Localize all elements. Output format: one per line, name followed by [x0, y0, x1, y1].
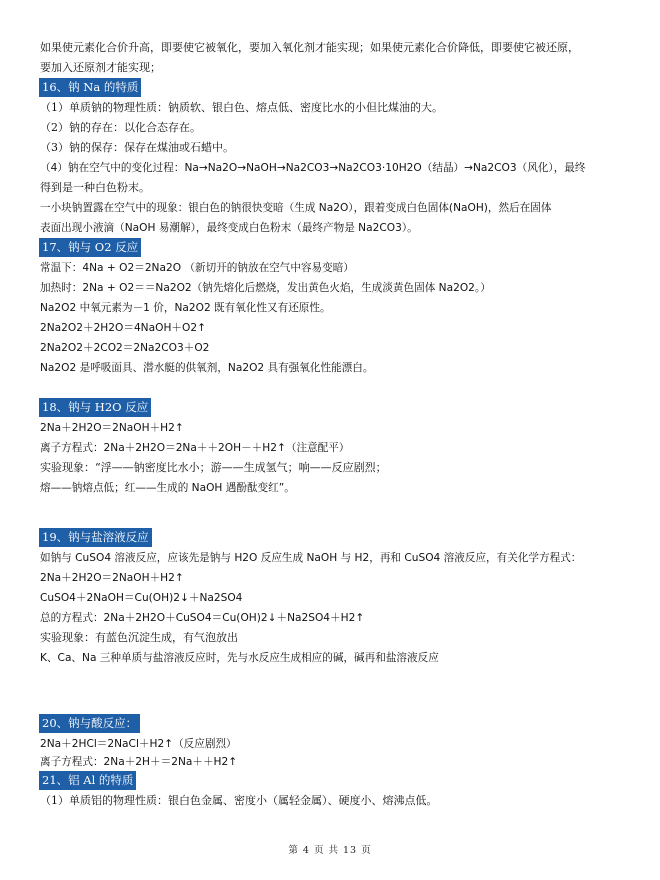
equation-line: 2Na＋2HCl＝2NaCl＋H2↑（反应剧烈）: [40, 738, 237, 750]
section-heading-16: 16、钠 Na 的特质: [39, 78, 141, 97]
equation-line: 2Na＋2H2O＝2NaOH＋H2↑: [40, 422, 184, 434]
section-heading-19: 19、钠与盐溶液反应: [39, 528, 152, 547]
page-footer: 第 4 页 共 13 页: [288, 845, 372, 856]
paragraph-line: 表面出现小液滴（NaOH 易潮解），最终变成白色粉末（最终产物是 Na2CO3）。: [40, 222, 418, 234]
section-heading-18: 18、钠与 H2O 反应: [39, 398, 151, 417]
paragraph-line: 实验现象：“浮——钠密度比水小；游——生成氢气；响——反应剧烈；: [40, 461, 387, 474]
section-heading-17: 17、钠与 O2 反应: [39, 238, 141, 257]
paragraph-line: 加热时：2Na + O2＝＝Na2O2（钠先熔化后燃烧，发出黄色火焰，生成淡黄色固体 Na2O2。）: [40, 282, 491, 294]
equation-line: 2Na2O2＋2H2O＝4NaOH＋O2↑: [40, 322, 206, 334]
paragraph-line: Na2O2 是呼吸面具、潜水艇的供氧剂，Na2O2 具有强氧化性能漂白。: [40, 362, 374, 374]
paragraph-line: （4）钠在空气中的变化过程：Na→Na2O→NaOH→Na2CO3→Na2CO3·10H2O（结晶）→Na2CO3（风化），最终: [40, 162, 586, 174]
section-heading-21: 21、铝 Al 的特质: [39, 771, 136, 790]
paragraph-line: （1）单质铝的物理性质：银白色金属、密度小（属轻金属）、硬度小、熔沸点低。: [40, 794, 438, 807]
paragraph-line: （3）钠的保存：保存在煤油或石蜡中。: [40, 141, 234, 154]
paragraph-line: 常温下：4Na + O2＝2Na2O （新切开的钠放在空气中容易变暗）: [40, 262, 354, 274]
paragraph-line: 要加入还原剂才能实现；: [40, 61, 161, 74]
paragraph-line: 如钠与 CuSO4 溶液反应，应该先是钠与 H2O 反应生成 NaOH 与 H2，再和 CuSO4 溶液反应，有关化学方程式：: [40, 552, 582, 564]
equation-line: 2Na2O2＋2CO2＝2Na2CO3＋O2: [40, 342, 210, 354]
paragraph-line: Na2O2 中氧元素为－1 价，Na2O2 既有氧化性又有还原性。: [40, 302, 331, 314]
paragraph-line: 如果使元素化合价升高，即要使它被氧化，要加入氧化剂才能实现；如果使元素化合价降低，即要使它被还原，: [40, 41, 579, 54]
paragraph-line: 熔——钠熔点低；红——生成的 NaOH 遇酚酞变红”。: [40, 482, 295, 494]
section-heading-20: 20、钠与酸反应：: [39, 714, 140, 733]
paragraph-line: 实验现象：有蓝色沉淀生成，有气泡放出: [40, 631, 238, 644]
equation-line: 总的方程式：2Na＋2H2O＋CuSO4＝Cu(OH)2↓＋Na2SO4＋H2↑: [40, 612, 365, 624]
paragraph-line: 一小块钠置露在空气中的现象：银白色的钠很快变暗（生成 Na2O），跟着变成白色固体(NaOH)，然后在固体: [40, 202, 552, 214]
paragraph-line: K、Ca、Na 三种单质与盐溶液反应时，先与水反应生成相应的碱，碱再和盐溶液反应: [40, 652, 439, 664]
paragraph-line: 离子方程式：2Na＋2H2O＝2Na＋＋2OH－＋H2↑（注意配平）: [40, 442, 350, 454]
paragraph-line: （2）钠的存在：以化合态存在。: [40, 121, 201, 134]
equation-line: CuSO4＋2NaOH＝Cu(OH)2↓＋Na2SO4: [40, 592, 243, 604]
equation-line: 2Na＋2H2O＝2NaOH＋H2↑: [40, 572, 184, 584]
paragraph-line: （1）单质钠的物理性质：钠质软、银白色、熔点低、密度比水的小但比煤油的大。: [40, 101, 443, 114]
paragraph-line: 离子方程式：2Na＋2H＋＝2Na＋＋H2↑: [40, 756, 238, 768]
paragraph-line: 得到是一种白色粉末。: [40, 181, 150, 194]
